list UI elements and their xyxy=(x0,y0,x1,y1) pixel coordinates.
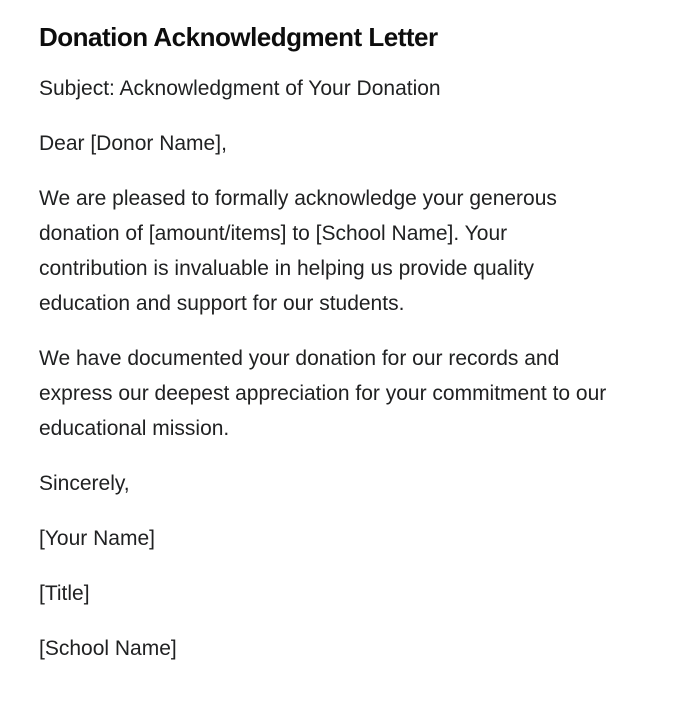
closing: Sincerely, xyxy=(39,472,130,495)
salutation: Dear [Donor Name], xyxy=(39,132,227,155)
subject-line: Subject: Acknowledgment of Your Donation xyxy=(39,77,441,100)
signature-school: [School Name] xyxy=(39,637,177,660)
signature-title: [Title] xyxy=(39,582,90,605)
body-paragraph: We are pleased to formally acknowledge your generous donation of [amount/items] to [School Name]. Your contribution is invaluable in helping us provide quality education and support for our students. xyxy=(39,187,557,315)
page-title: Donation Acknowledgment Letter xyxy=(39,22,438,52)
signature-name: [Your Name] xyxy=(39,527,155,550)
body-paragraph: We have documented your donation for our records and express our deepest appreciation for your commitment to our educational mission. xyxy=(39,347,607,440)
